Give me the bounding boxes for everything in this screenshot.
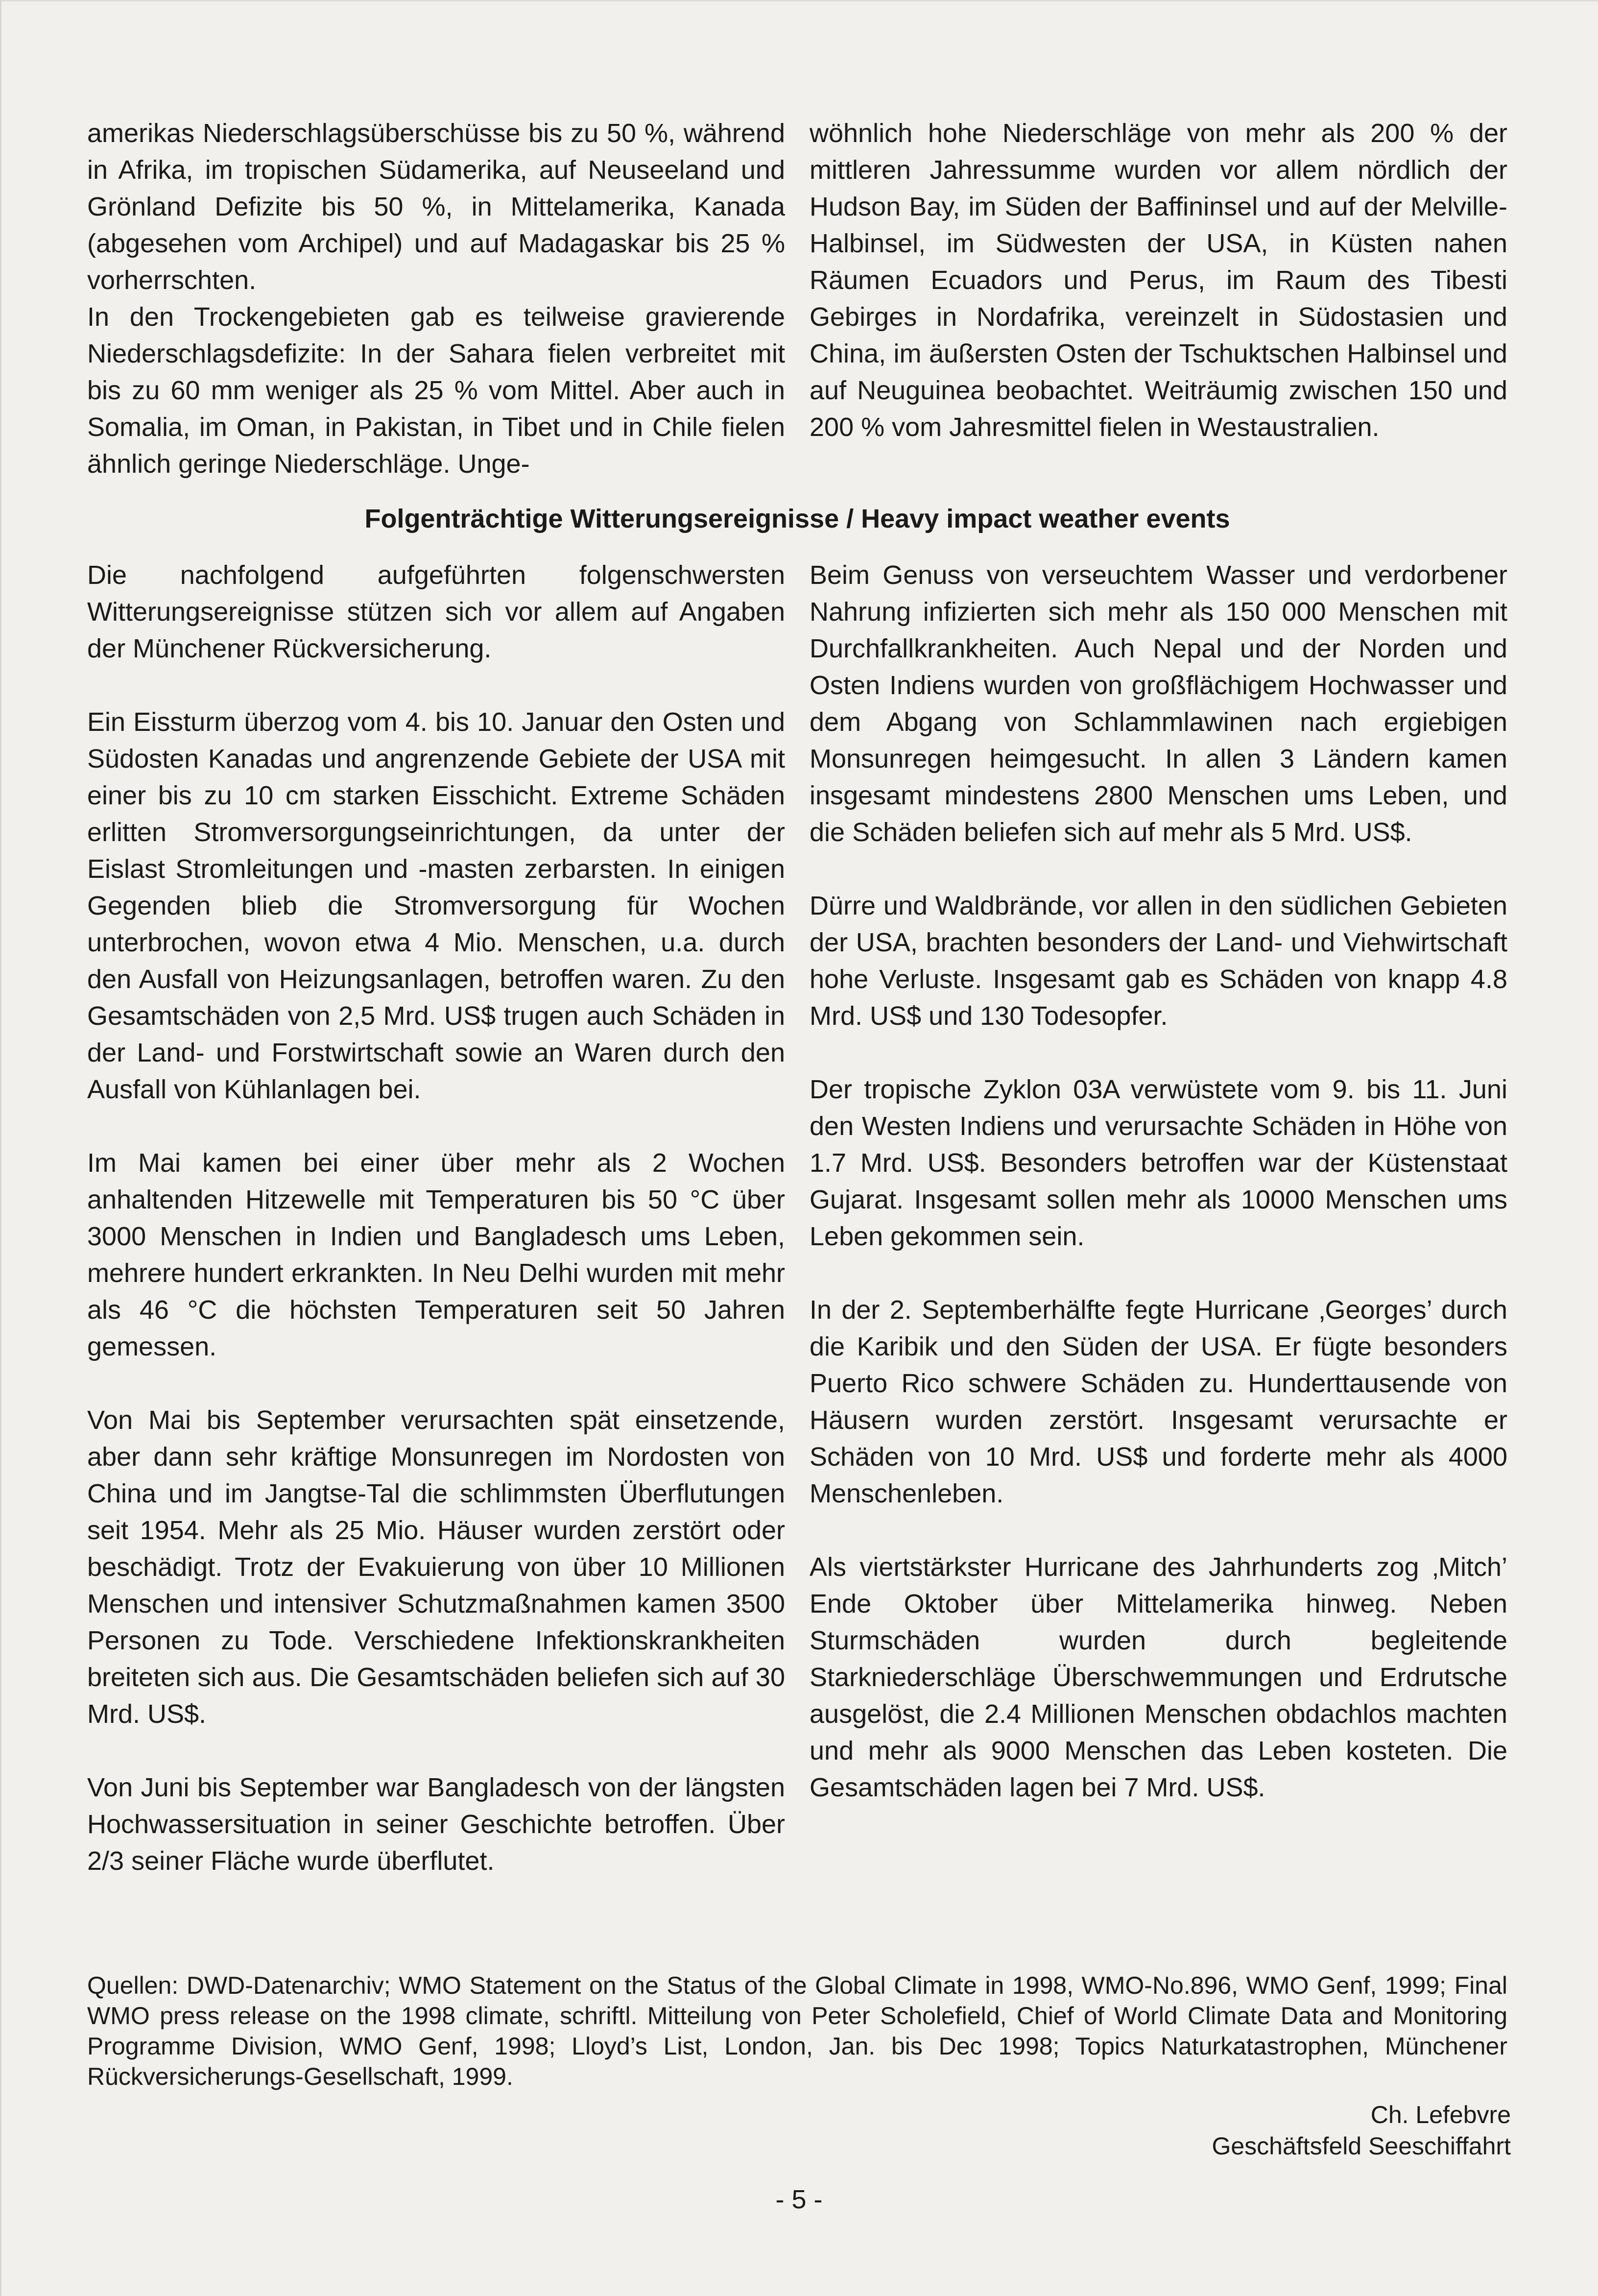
event-paragraph: Die nachfolgend aufgeführten folgenschwersten Witterungsereignisse stützen sich vor allem auf Angaben der Münchener Rückversicherung. — [87, 560, 785, 663]
event-paragraph: Von Juni bis September war Bangladesch von der längsten Hochwassersituation in seiner Geschichte betroffen. Über 2/3 seiner Fläche wurde überflutet. — [87, 1773, 785, 1876]
event-paragraph: Dürre und Waldbrände, vor allen in den südlichen Gebieten der USA, brachten besonders der Land- und Viehwirtschaft hohe Verluste. Insgesamt gab es Schäden von knapp 4.8 Mrd. US$ und 130 Todesopfer. — [810, 891, 1507, 1031]
event-paragraph: In der 2. Septemberhälfte fegte Hurricane ‚Georges’ durch die Karibik und den Süden der USA. Er fügte besonders Puerto Rico schwere Schäden zu. Hunderttausende von Häusern wurden zerstört. Insgesamt verursachte er Schäden von 10 Mrd. US$ und forderte mehr als 4000 Menschenleben. — [810, 1295, 1507, 1508]
intro-left-column — [87, 115, 785, 483]
author-department: Geschäftsfeld Seeschiffahrt — [1212, 2132, 1511, 2160]
intro-paragraph: In den Trockengebieten gab es teilweise gravierende Niederschlagsdefizite: In der Sahara fielen verbreitet mit bis zu 60 mm weniger als 25 % vom Mittel. Aber auch in Somalia, im Oman, in Pakistan, in Tibet und in Chile fielen ähnlich geringe Niederschläge. Unge- — [87, 302, 785, 479]
author-name: Ch. Lefebvre — [1370, 2101, 1511, 2128]
signature-block — [1212, 2099, 1511, 2162]
section-heading: Folgenträchtige Witterungsereignisse / Heavy impact weather events — [364, 504, 1230, 533]
event-paragraph: Ein Eissturm überzog vom 4. bis 10. Januar den Osten und Südosten Kanadas und angrenzende Gebiete der USA mit einer bis zu 10 cm starken Eisschicht. Extreme Schäden erlitten Stromversorgungseinrichtungen, da unter der Eislast Stromleitungen und -masten zerbarsten. In einigen Gegenden blieb die Stromversorgung für Wochen unterbrochen, wovon etwa 4 Mio. Menschen, u.a. durch den Ausfall von Heizungsanlagen, betroffen waren. Zu den Gesamtschäden von 2,5 Mrd. US$ trugen auch Schäden in der Land- und Forstwirtschaft sowie an Waren durch den Ausfall von Kühlanlagen bei. — [87, 707, 785, 1104]
events-right-column — [810, 557, 1507, 1843]
sources-note: Quellen: DWD-Datenarchiv; WMO Statement on the Status of the Global Climate in 1998, WMO-No.896, WMO Genf, 1999; Final WMO press release on the 1998 climate, schriftl. Mitteilung von Peter Scholefield, Chief of World Climate Data and Monitoring Programme Division, WMO Genf, 1998; Lloyd’s List, London, Jan. bis Dec 1998; Topics Naturkatastrophen, Münchener Rückversicherungs-Gesellschaft, 1999. — [87, 1972, 1507, 2090]
intro-paragraph: wöhnlich hohe Niederschläge von mehr als 200 % der mittleren Jahressumme wurden vor allem nördlich der Hudson Bay, im Süden der Baffininsel und auf der Melville-Halbinsel, im Südwesten der USA, in Küsten nahen Räumen Ecuadors und Perus, im Raum des Tibesti Gebirges in Nordafrika, vereinzelt in Südostasien und China, im äußersten Osten der Tschuktschen Halbinsel und auf Neuguinea beobachtet. Weiträumig zwischen 150 und 200 % vom Jahresmittel fielen in Westaustralien. — [810, 119, 1507, 442]
events-left-column — [87, 557, 785, 1916]
event-paragraph: Von Mai bis September verursachten spät einsetzende, aber dann sehr kräftige Monsunregen im Nordosten von China und im Jangtse-Tal die schlimmsten Überflutungen seit 1954. Mehr als 25 Mio. Häuser wurden zerstört oder beschädigt. Trotz der Evakuierung von über 10 Millionen Menschen und intensiver Schutzmaßnahmen kamen 3500 Personen zu Tode. Verschiedene Infektionskrankheiten breiteten sich aus. Die Gesamtschäden beliefen sich auf 30 Mrd. US$. — [87, 1405, 785, 1729]
page-number: - 5 - — [775, 2185, 823, 2214]
event-paragraph: Beim Genuss von verseuchtem Wasser und verdorbener Nahrung infizierten sich mehr als 150 000 Menschen mit Durchfallkrankheiten. Auch Nepal und der Norden und Osten Indiens wurden von großflächigem Hochwasser und dem Abgang von Schlammlawinen nach ergiebigen Monsunregen heimgesucht. In allen 3 Ländern kamen insgesamt mindestens 2800 Menschen ums Leben, und die Schäden beliefen sich auf mehr als 5 Mrd. US$. — [810, 560, 1507, 847]
intro-paragraph: amerikas Niederschlagsüberschüsse bis zu 50 %, während in Afrika, im tropischen Südamerika, auf Neuseeland und Grönland Defizite bis 50 %, in Mittelamerika, Kanada (abgesehen vom Archipel) und auf Madagaskar bis 25 % vorherrschten. — [87, 119, 785, 295]
event-paragraph: Als viertstärkster Hurricane des Jahrhunderts zog ‚Mitch’ Ende Oktober über Mittelamerika hinweg. Neben Sturmschäden wurden durch begleitende Starkniederschläge Überschwemmungen und Erdrutsche ausgelöst, die 2.4 Millionen Menschen obdachlos machten und mehr als 9000 Menschen das Leben kosteten. Die Gesamtschäden lagen bei 7 Mrd. US$. — [810, 1552, 1507, 1802]
intro-right-column — [810, 115, 1507, 446]
event-paragraph: Im Mai kamen bei einer über mehr als 2 Wochen anhaltenden Hitzewelle mit Temperaturen bis 50 °C über 3000 Menschen in Indien und Bangladesch ums Leben, mehrere hundert erkrankten. In Neu Delhi wurden mit mehr als 46 °C die höchsten Temperaturen seit 50 Jahren gemessen. — [87, 1148, 785, 1361]
event-paragraph: Der tropische Zyklon 03A verwüstete vom 9. bis 11. Juni den Westen Indiens und verursachte Schäden in Höhe von 1.7 Mrd. US$. Besonders betroffen war der Küstenstaat Gujarat. Insgesamt sollen mehr als 10000 Menschen ums Leben gekommen sein. — [810, 1075, 1507, 1251]
